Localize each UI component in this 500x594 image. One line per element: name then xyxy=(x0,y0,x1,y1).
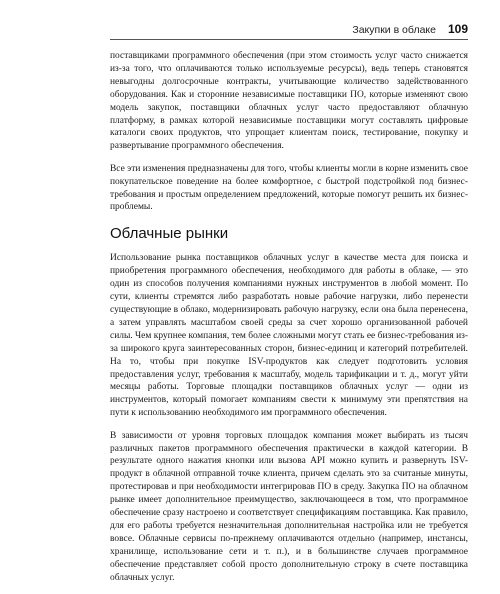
body-paragraph: поставщиками программного обеспечения (при этом стоимость услуг часто снижается из-за того, что оплачиваются только используемые ресурсы), ведь теперь становятся невыгодны долгосрочные контракты, учитывающие количество задействованного оборудования. Как и сторонние независимые поставщики ПО, которые изменяют свою модель закупок, поставщики облачных услуг часто предоставляют облачную платформу, в рамках которой независимые поставщики могут составлять цифровые каталоги своих продуктов, что упрощает клиентам поиск, тестирование, покупку и развертывание программного обеспечения. xyxy=(110,51,468,152)
text-column xyxy=(110,50,468,594)
body-paragraph: Все эти изменения предназначены для того, чтобы клиенты могли в корне изменить свое покупательское поведение на более комфортное, с быстрой подстройкой под бизнес-требования и простым определением предложений, которые помогут решить их бизнес-проблемы. xyxy=(110,163,468,213)
running-header xyxy=(352,22,468,36)
body-paragraph: В зависимости от уровня торговых площадок компания может выбирать из тысяч различных пакетов программного обеспечения практически в каждой категории. В результате одного нажатия кнопки или вызова API можно купить и развернуть ISV-продукт в облачной отправной точке клиента, причем сделать это за считаные минуты, протестировав и при необходимости интегрировав ПО в среду. Закупка ПО на облачном рынке имеет дополнительное преимущество, заключающееся в том, что программное обеспечение сразу настроено и соответствует спецификациям поставщика. Как правило, для его работы требуется незначительная дополнительная настройка или не требуется вовсе. Облачные сервисы по-прежнему оплачиваются отдельно (например, инстансы, хранилище, использование сети и т. п.), и в большинстве случаев программное обеспечение представляет собой просто дополнительную строку в счете поставщика облачных услуг. xyxy=(110,430,468,583)
header-divider xyxy=(110,39,468,40)
body-paragraph: Использование рынка поставщиков облачных услуг в качестве места для поиска и приобретения программного обеспечения, необходимого для работы в облаке, — это один из способов получения компаниями нужных инструментов в любой момент. По сути, клиенты стремятся либо разработать новые рабочие нагрузки, либо перенести существующие в облако, модернизировать рабочую нагрузку, если она была перенесена, а затем управлять масштабом своей среды за счет хорошо организованной рабочей силы. Чем крупнее компания, тем более сложными могут стать ее бизнес-требования из-за широкого круга заинтересованных сторон, бизнес-единиц и категорий потребителей. На то, чтобы при покупке ISV-продуктов как следует подготовить условия предоставления услуг, требования к масштабу, модель тарификации и т. д., могут уйти месяцы работы. Торговые площадки поставщиков облачных услуг — одни из инструментов, который помогает компаниям свести к минимуму эти препятствия на пути к использованию необходимого им программного обеспечения. xyxy=(110,253,468,419)
section-heading: Облачные рынки xyxy=(110,225,229,243)
page-number: 109 xyxy=(447,22,468,36)
running-header-title: Закупки в облаке xyxy=(352,24,436,36)
